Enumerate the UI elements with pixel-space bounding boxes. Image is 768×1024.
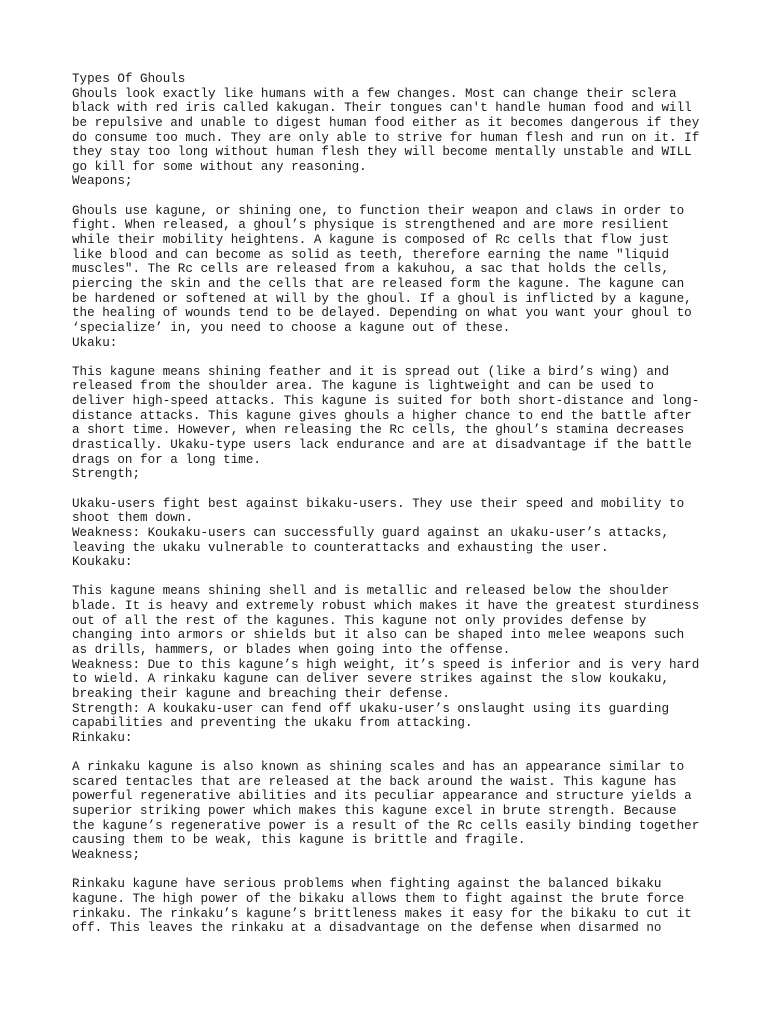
- blank-line: [72, 482, 712, 497]
- text-line: causing them to be weak, this kagune is brittle and fragile.: [72, 833, 526, 848]
- text-line: Strength: A koukaku-user can fend off ukaku-user’s onslaught using its guarding: [72, 701, 670, 716]
- text-line: they stay too long without human flesh they will become mentally unstable and WILL: [72, 145, 692, 160]
- text-line: off. This leaves the rinkaku at a disadvantage on the defense when disarmed no: [72, 921, 662, 936]
- text-line: released from the shoulder area. The kagune is lightweight and can be used to: [72, 379, 654, 394]
- text-line: out of all the rest of the kagunes. This kagune not only provides defense by: [72, 613, 647, 628]
- blank-line: [72, 570, 712, 585]
- text-line: Ghouls use kagune, or shining one, to function their weapon and claws in order to: [72, 203, 685, 218]
- text-line: Weapons;: [72, 174, 133, 189]
- text-line: capabilities and preventing the ukaku from attacking.: [72, 716, 473, 731]
- text-line: do consume too much. They are only able to strive for human flesh and run on it. If: [72, 130, 700, 145]
- text-line: black with red iris called kakugan. Their tongues can't handle human food and will: [72, 101, 692, 116]
- text-line: Types Of Ghouls: [72, 72, 186, 86]
- blank-line: [72, 189, 712, 204]
- text-line: while their mobility heightens. A kagune is composed of Rc cells that flow just: [72, 233, 670, 248]
- text-line: scared tentacles that are released at the back around the waist. This kagune has: [72, 774, 677, 789]
- text-line: a short time. However, when releasing the Rc cells, the ghoul’s stamina decreases: [72, 423, 685, 438]
- text-line: Weakness;: [72, 847, 141, 862]
- text-line: be hardened or softened at will by the ghoul. If a ghoul is inflicted by a kagune,: [72, 291, 692, 306]
- text-line: be repulsive and unable to digest human food either as it becomes dangerous if they: [72, 115, 700, 130]
- text-line: shoot them down.: [72, 511, 193, 526]
- text-line: leaving the ukaku vulnerable to counterattacks and exhausting the user.: [72, 540, 609, 555]
- text-line: distance attacks. This kagune gives ghouls a higher chance to end the battle after: [72, 408, 692, 423]
- text-line: Ukaku:: [72, 335, 118, 350]
- text-line: drags on for a long time.: [72, 452, 261, 467]
- blank-line: [72, 863, 712, 878]
- blank-line: [72, 745, 712, 760]
- document-page: [72, 72, 712, 936]
- text-line: as drills, hammers, or blades when going into the offense.: [72, 642, 511, 657]
- text-line: breaking their kagune and breaching their defense.: [72, 686, 450, 701]
- text-line: Weakness: Koukaku-users can successfully guard against an ukaku-user’s attacks,: [72, 525, 670, 540]
- text-line: to wield. A rinkaku kagune can deliver severe strikes against the slow koukaku,: [72, 672, 670, 687]
- text-line: muscles". The Rc cells are released from a kakuhou, a sac that holds the cells,: [72, 262, 670, 277]
- text-line: Rinkaku:: [72, 730, 133, 745]
- text-line: Weakness: Due to this kagune’s high weight, it’s speed is inferior and is very hard: [72, 657, 700, 672]
- text-line: Koukaku:: [72, 555, 133, 570]
- text-line: Ghouls look exactly like humans with a few changes. Most can change their sclera: [72, 86, 677, 101]
- text-line: go kill for some without any reasoning.: [72, 159, 367, 174]
- text-line: superior striking power which makes this kagune excel in brute strength. Because: [72, 804, 677, 819]
- text-line: This kagune means shining shell and is metallic and released below the shoulder: [72, 584, 670, 599]
- text-line: like blood and can become as solid as teeth, therefore earning the name "liquid: [72, 247, 670, 262]
- text-line: deliver high-speed attacks. This kagune is suited for both short-distance and long-: [72, 394, 700, 409]
- text-line: drastically. Ukaku-type users lack endurance and are at disadvantage if the battle: [72, 438, 692, 453]
- text-line: the healing of wounds tend to be delayed. Depending on what you want your ghoul to: [72, 306, 692, 321]
- text-line: kagune. The high power of the bikaku allows them to fight against the brute force: [72, 891, 685, 906]
- text-line: A rinkaku kagune is also known as shining scales and has an appearance similar to: [72, 760, 685, 775]
- text-line: changing into armors or shields but it also can be shaped into melee weapons such: [72, 628, 685, 643]
- text-line: ‘specialize’ in, you need to choose a kagune out of these.: [72, 320, 511, 335]
- text-line: blade. It is heavy and extremely robust which makes it have the greatest sturdiness: [72, 599, 700, 614]
- text-line: piercing the skin and the cells that are released form the kagune. The kagune can: [72, 276, 685, 291]
- text-line: This kagune means shining feather and it is spread out (like a bird’s wing) and: [72, 364, 670, 379]
- text-line: Strength;: [72, 467, 141, 482]
- text-line: rinkaku. The rinkaku’s kagune’s brittleness makes it easy for the bikaku to cut it: [72, 906, 692, 921]
- text-line: Rinkaku kagune have serious problems when fighting against the balanced bikaku: [72, 877, 662, 892]
- text-line: the kagune’s regenerative power is a result of the Rc cells easily binding together: [72, 818, 700, 833]
- text-line: powerful regenerative abilities and its peculiar appearance and structure yields a: [72, 789, 692, 804]
- text-line: fight. When released, a ghoul’s physique is strengthened and are more resilient: [72, 218, 670, 233]
- blank-line: [72, 350, 712, 365]
- text-line: Ukaku-users fight best against bikaku-users. They use their speed and mobility to: [72, 496, 685, 511]
